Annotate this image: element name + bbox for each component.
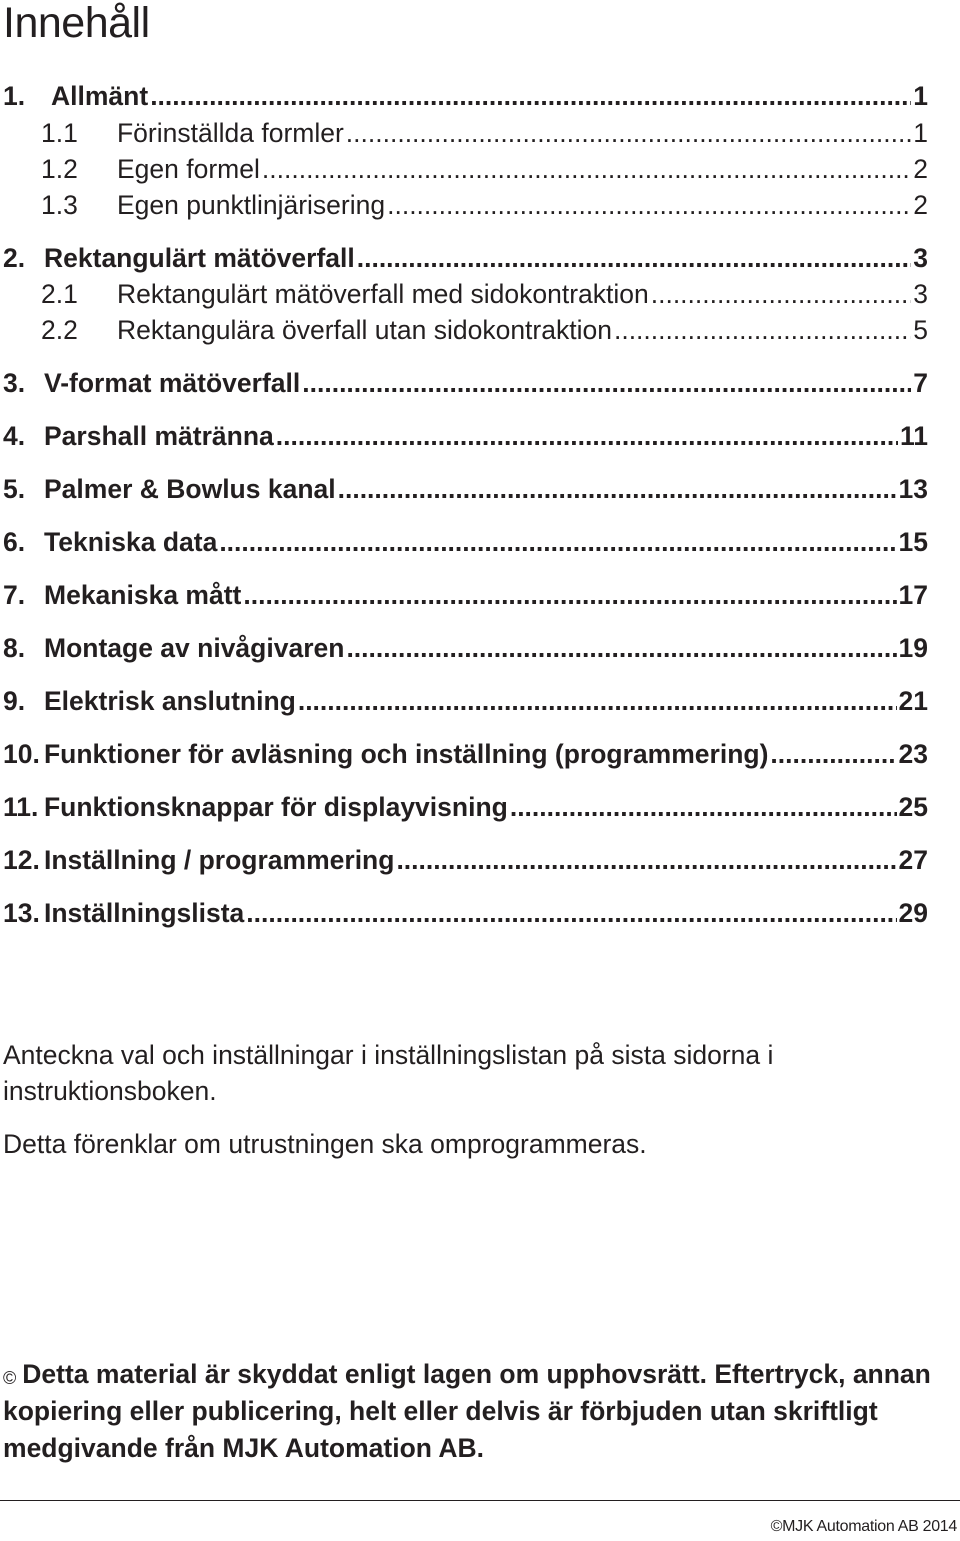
toc-page-number: 5 xyxy=(913,315,928,345)
toc-number: 1.2 xyxy=(41,154,78,184)
toc-label: Rektangulärt mätöverfall xyxy=(44,243,355,273)
toc-label: Egen formel xyxy=(117,154,260,184)
toc-entry-2[interactable] xyxy=(3,243,928,277)
toc-number: 4. xyxy=(3,421,26,451)
toc-page-number: 3 xyxy=(913,279,928,309)
settings-note: Anteckna val och inställningar i inställningslistan på sista sidorna i instruktionsboken. xyxy=(3,1040,774,1106)
toc-dot-leader xyxy=(357,243,912,274)
toc-entry-10[interactable] xyxy=(3,739,928,773)
toc-label: Egen punktlinjärisering xyxy=(117,190,386,220)
toc-entry-2-1[interactable] xyxy=(3,279,928,313)
toc-entry-7[interactable] xyxy=(3,580,928,614)
toc-page-number: 2 xyxy=(913,190,928,220)
toc-label: Rektangulära överfall utan sidokontraktion xyxy=(117,315,612,345)
toc-page-number: 3 xyxy=(913,243,928,273)
toc-dot-leader xyxy=(302,368,911,399)
toc-label: Rektangulärt mätöverfall med sidokontraktion xyxy=(117,279,649,309)
footer-divider xyxy=(0,1500,960,1501)
toc-page-number: 27 xyxy=(898,845,928,875)
toc-entry-3[interactable] xyxy=(3,368,928,402)
toc-entry-4[interactable] xyxy=(3,421,928,455)
toc-label: Inställning / programmering xyxy=(44,845,395,875)
toc-page-number: 29 xyxy=(898,898,928,928)
toc-number: 1.3 xyxy=(41,190,78,220)
toc-number: 3. xyxy=(3,368,26,398)
toc-dot-leader xyxy=(262,154,911,185)
toc-number: 11. xyxy=(3,792,39,822)
toc-label: Inställningslista xyxy=(44,898,245,928)
toc-page-number: 25 xyxy=(898,792,928,822)
toc-number: 13. xyxy=(3,898,40,928)
toc-label: Montage av nivågivaren xyxy=(44,633,345,663)
toc-label: Elektrisk anslutning xyxy=(44,686,296,716)
footer-copyright: ©MJK Automation AB 2014 xyxy=(770,1518,957,1535)
toc-number: 5. xyxy=(3,474,26,504)
copyright-icon: © xyxy=(3,1368,17,1388)
toc-dot-leader xyxy=(346,118,911,149)
toc-entry-9[interactable] xyxy=(3,686,928,720)
toc-page-number: 23 xyxy=(898,739,928,769)
toc-number: 8. xyxy=(3,633,26,663)
toc-dot-leader xyxy=(770,739,896,770)
toc-number: 1. xyxy=(3,81,26,111)
toc-page-number: 1 xyxy=(913,81,928,111)
toc-page-number: 1 xyxy=(913,118,928,148)
toc-page-number: 21 xyxy=(898,686,928,716)
toc-dot-leader xyxy=(276,421,898,452)
toc-label: Palmer & Bowlus kanal xyxy=(44,474,336,504)
toc-dot-leader xyxy=(651,279,912,310)
toc-page-number: 13 xyxy=(898,474,928,504)
toc-dot-leader xyxy=(510,792,897,823)
toc-label: Funktionsknappar för displayvisning xyxy=(44,792,508,822)
toc-entry-2-2[interactable] xyxy=(3,315,928,349)
toc-dot-leader xyxy=(387,190,911,221)
toc-label: Allmänt xyxy=(51,81,149,111)
toc-page-number: 2 xyxy=(913,154,928,184)
toc-entry-11[interactable] xyxy=(3,792,928,826)
toc-dot-leader xyxy=(219,527,896,558)
toc-number: 6. xyxy=(3,527,26,557)
toc-label: V-format mätöverfall xyxy=(44,368,301,398)
toc-number: 12. xyxy=(3,845,40,875)
copyright-notice xyxy=(3,1356,953,1467)
toc-dot-leader xyxy=(346,633,896,664)
toc-entry-1-2[interactable] xyxy=(3,154,928,188)
toc-number: 9. xyxy=(3,686,26,716)
toc-dot-leader xyxy=(298,686,897,717)
toc-number: 2. xyxy=(3,243,26,273)
toc-dot-leader xyxy=(396,845,896,876)
page-title: Innehåll xyxy=(3,0,150,47)
toc-label: Tekniska data xyxy=(44,527,218,557)
toc-dot-leader xyxy=(614,315,911,346)
toc-page-number: 17 xyxy=(898,580,928,610)
toc-page-number: 7 xyxy=(913,368,928,398)
toc-entry-12[interactable] xyxy=(3,845,928,879)
toc-number: 7. xyxy=(3,580,26,610)
toc-page-number: 15 xyxy=(898,527,928,557)
toc-entry-1-3[interactable] xyxy=(3,190,928,224)
toc-dot-leader xyxy=(150,81,911,112)
toc-dot-leader xyxy=(246,898,896,929)
reprogramming-note: Detta förenklar om utrustningen ska omprogrammeras. xyxy=(3,1129,647,1159)
toc-entry-5[interactable] xyxy=(3,474,928,508)
toc-page-number: 11 xyxy=(899,421,928,451)
toc-dot-leader xyxy=(338,474,897,505)
toc-number: 2.1 xyxy=(41,279,78,309)
toc-label: Mekaniska mått xyxy=(44,580,242,610)
toc-entry-13[interactable] xyxy=(3,898,928,932)
toc-label: Förinställda formler xyxy=(117,118,344,148)
toc-number: 1.1 xyxy=(41,118,78,148)
toc-page-number: 19 xyxy=(898,633,928,663)
toc-label: Parshall mätränna xyxy=(44,421,274,451)
copyright-text: Detta material är skyddat enligt lagen om upphovsrätt. Eftertryck, annan kopiering eller publicering, helt eller delvis är förbjuden utan skriftligt medgivande från MJK Automation AB. xyxy=(3,1359,931,1463)
toc-entry-1-1[interactable] xyxy=(3,118,928,152)
toc-number: 2.2 xyxy=(41,315,78,345)
toc-entry-6[interactable] xyxy=(3,527,928,561)
toc-dot-leader xyxy=(243,580,896,611)
toc-label: Funktioner för avläsning och inställning (programmering) xyxy=(44,739,769,769)
toc-entry-8[interactable] xyxy=(3,633,928,667)
toc-entry-1[interactable] xyxy=(3,81,928,115)
toc-number: 10. xyxy=(3,739,40,769)
